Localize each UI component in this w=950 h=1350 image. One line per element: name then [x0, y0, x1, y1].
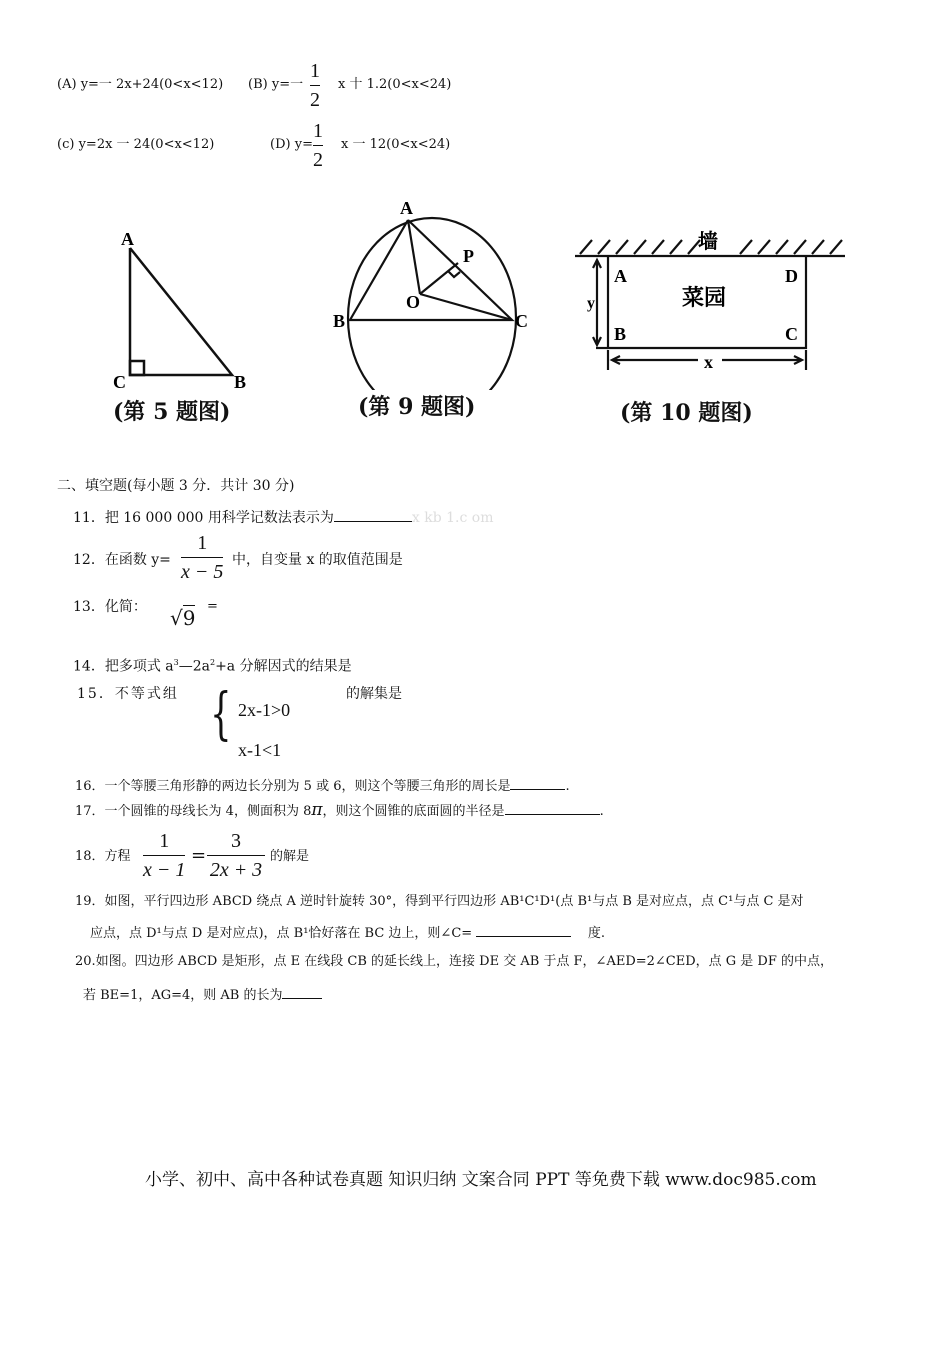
- question-19-line1: 19．如图，平行四边形 ABCD 绕点 A 逆时针旋转 30°，得到平行四边形 AB¹C¹D¹(点 B¹与点 B 是对应点，点 C¹与点 C 是对: [75, 894, 804, 909]
- question-18-equals: =: [191, 845, 207, 866]
- fig10-wall-label: 墙: [698, 231, 718, 253]
- question-13-post: =: [207, 599, 218, 614]
- option-d-post: x 一 12(0<x<24): [341, 137, 451, 152]
- question-15-ineq2: x-1<1: [238, 740, 282, 760]
- question-18-post: 的解是: [270, 849, 310, 864]
- option-b-fraction: 1 2: [310, 60, 320, 111]
- fig5-label-b: B: [234, 372, 247, 390]
- brace-icon: {: [210, 682, 232, 747]
- section-title: 二、填空题(每小题 3 分．共计 30 分): [57, 478, 295, 494]
- question-12-fraction: 1 x − 5: [181, 532, 224, 583]
- question-20-line1: 20.如图。四边形 ABCD 是矩形，点 E 在线段 CB 的延长线上，连接 DE 交 AB 于点 F，∠AED=2∠CED，点 G 是 DF 的中点，: [75, 954, 834, 969]
- question-15-pre: 15．不等式组: [77, 686, 179, 702]
- fig9-label-o: O: [406, 292, 421, 312]
- fig5-caption: (第 5 题图): [113, 399, 231, 425]
- question-13-sqrt: √9: [170, 606, 196, 630]
- fig9-caption: (第 9 题图): [358, 394, 476, 420]
- question-12-pre: 12．在函数 y=: [73, 552, 171, 568]
- option-d-pre: (D) y=: [270, 137, 313, 152]
- option-c: (c) y=2x 一 24(0<x<12): [57, 137, 215, 152]
- question-19-line2: 应点，点 D¹与点 D 是对应点)，点 B¹恰好落在 BC 边上，则∠C= 度.: [90, 922, 605, 943]
- fig10-label-d: D: [785, 266, 798, 286]
- fig5-label-c: C: [113, 372, 126, 390]
- question-15-ineq1: 2x-1>0: [238, 700, 291, 720]
- figure-5-triangle: [130, 248, 232, 375]
- option-d-fraction: 1 2: [313, 120, 323, 171]
- question-14: 14．把多项式 $a^3—2a^2+a$ 分解因式的结果是: [73, 658, 352, 675]
- fig10-label-b: B: [614, 324, 627, 344]
- question-11: 11．把 16 000 000 用科学记数法表示为 x kb 1.c om: [73, 507, 493, 527]
- question-13-pre: 13．化简：: [73, 599, 147, 615]
- fig10-label-a: A: [614, 266, 627, 286]
- question-18-pre: 18．方程: [75, 849, 131, 864]
- option-b-pre: (B) y=一: [248, 77, 304, 92]
- question-17: 17．一个圆锥的母线长为 4，侧面积为 8π，则这个圆锥的底面圆的半径是 .: [75, 800, 604, 820]
- fig9-label-p: P: [463, 246, 474, 266]
- figures-svg: [0, 190, 950, 390]
- question-20-line2: 若 BE=1，AG=4，则 AB 的长为: [83, 984, 322, 1005]
- option-b-post: x 十 1.2(0<x<24): [338, 77, 452, 92]
- fig5-label-a: A: [121, 229, 134, 249]
- fig10-label-y: y: [587, 295, 595, 312]
- question-12-post: 中，自变量 x 的取值范围是: [232, 552, 403, 568]
- option-a: (A) y=一 2x+24(0<x<12): [57, 77, 224, 92]
- fig10-garden-label: 菜园: [682, 285, 727, 310]
- question-15-post: 的解集是: [346, 686, 402, 702]
- footer-text: 小学、初中、高中各种试卷真题 知识归纳 文案合同 PPT 等免费下载 www.doc985.com: [145, 1170, 817, 1190]
- fig10-label-x: x: [704, 352, 713, 372]
- question-16: 16．一个等腰三角形静的两边长分别为 5 或 6，则这个等腰三角形的周长是 .: [75, 775, 570, 796]
- fig9-label-a: A: [400, 198, 413, 218]
- fig9-label-b: B: [333, 311, 346, 331]
- fig9-label-c: C: [515, 311, 528, 331]
- question-18-fraction-right: 3 2x + 3: [207, 830, 265, 881]
- watermark: x kb 1.c om: [411, 510, 494, 526]
- fig10-caption: (第 10 题图): [620, 400, 753, 426]
- question-18-fraction-left: 1 x − 1: [143, 830, 186, 881]
- figure-9-circle: [348, 218, 516, 390]
- fig10-label-c: C: [785, 324, 798, 344]
